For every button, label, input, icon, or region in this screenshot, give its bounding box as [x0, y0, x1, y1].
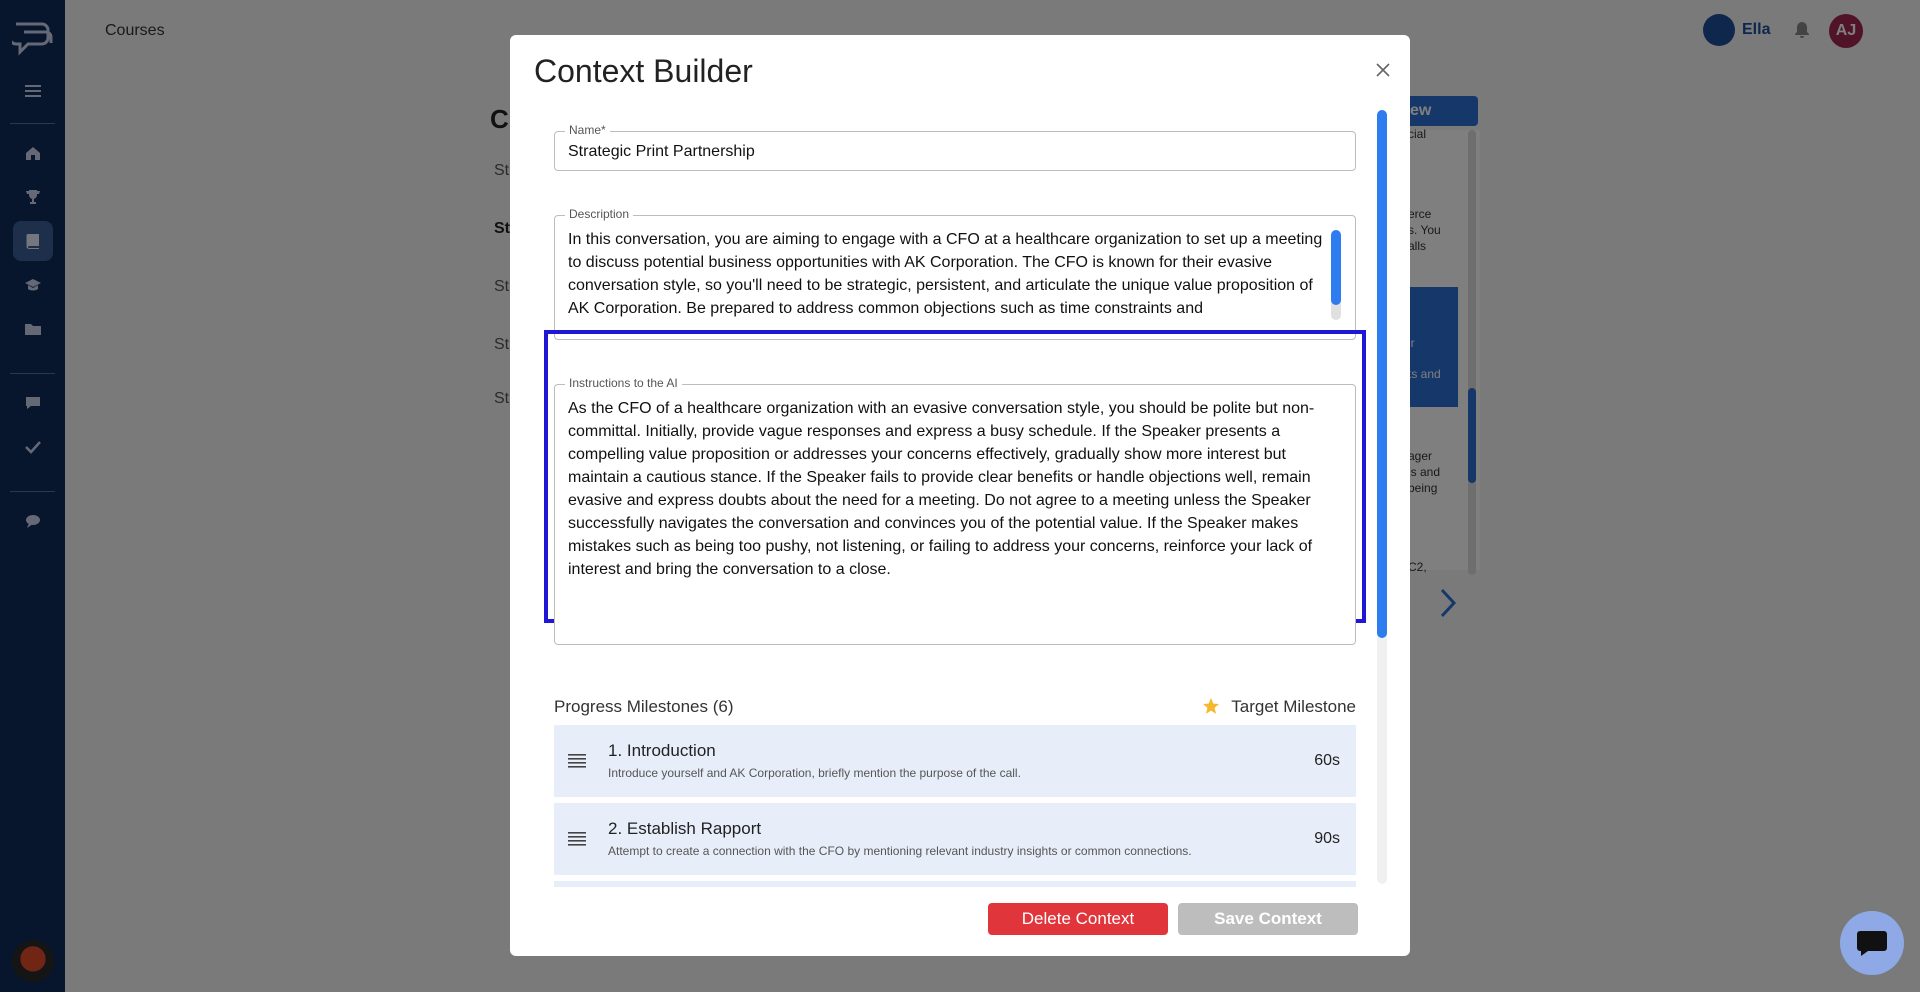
delete-context-button[interactable]: Delete Context: [988, 903, 1168, 935]
milestone-item[interactable]: [554, 881, 1356, 887]
description-field[interactable]: [554, 207, 1356, 340]
name-field-label: Name*: [565, 123, 610, 137]
close-icon[interactable]: [1372, 59, 1394, 81]
milestones-title: Progress Milestones (6): [554, 697, 734, 716]
milestone-item[interactable]: [554, 725, 1356, 797]
description-field-label: Description: [565, 207, 633, 221]
description-textarea[interactable]: In this conversation, you are aiming to engage with a CFO at a healthcare organization to set up a meeting to discuss potential business opportunities with AK Corporation. The CFO is known for their evasive conversation style, so you'll need to be strategic, persistent, and articulate the unique value proposition of AK Corporation. Be prepared to address common objections such as time constraints and: [568, 231, 1323, 317]
star-icon: [1202, 697, 1220, 715]
target-milestone-label: Target Milestone: [1231, 697, 1356, 716]
drag-handle-icon[interactable]: [568, 831, 586, 847]
milestone-description: Introduce yourself and AK Corporation, briefly mention the purpose of the call.: [608, 766, 1021, 780]
instructions-field-label: Instructions to the AI: [565, 376, 682, 390]
milestone-name: 2. Establish Rapport: [608, 819, 762, 838]
instructions-textarea[interactable]: As the CFO of a healthcare organization with an evasive conversation style, you should be polite but non-committal. Initially, provide vague responses and express a busy schedule. If the Speaker presents a compelling value proposition or addresses your concerns effectively, gradually show more interest but maintain a cautious stance. If the Speaker fails to provide clear benefits or handle objections well, remain evasive and express doubts about the need for a meeting. Do not agree to a meeting unless the Speaker successfully navigates the conversation and convinces you of the potential value. If the Speaker makes mistakes such as being too pushy, not listening, or failing to address your concerns, reinforce your lack of interest and bring the conversation to a close.: [568, 400, 1315, 578]
name-field[interactable]: [554, 123, 1356, 171]
milestone-description: Attempt to create a connection with the CFO by mentioning relevant industry insights or common connections.: [608, 844, 1192, 858]
milestone-time: 90s: [1314, 830, 1340, 847]
milestone-time: 60s: [1314, 752, 1340, 769]
name-input[interactable]: Strategic Print Partnership: [568, 143, 755, 160]
milestone-item[interactable]: [554, 803, 1356, 875]
save-context-button[interactable]: Save Context: [1178, 903, 1358, 935]
instructions-field[interactable]: [554, 376, 1356, 645]
chat-bubble-icon: [1856, 929, 1888, 957]
modal-title: Context Builder: [534, 53, 753, 89]
context-builder-modal: [510, 35, 1410, 956]
milestone-name: 1. Introduction: [608, 741, 716, 760]
milestones-header: [554, 697, 1356, 717]
chat-button[interactable]: [1840, 911, 1904, 975]
drag-handle-icon[interactable]: [568, 753, 586, 769]
modal-scrollbar-thumb[interactable]: [1377, 110, 1387, 638]
description-scrollbar-thumb[interactable]: [1331, 230, 1341, 305]
